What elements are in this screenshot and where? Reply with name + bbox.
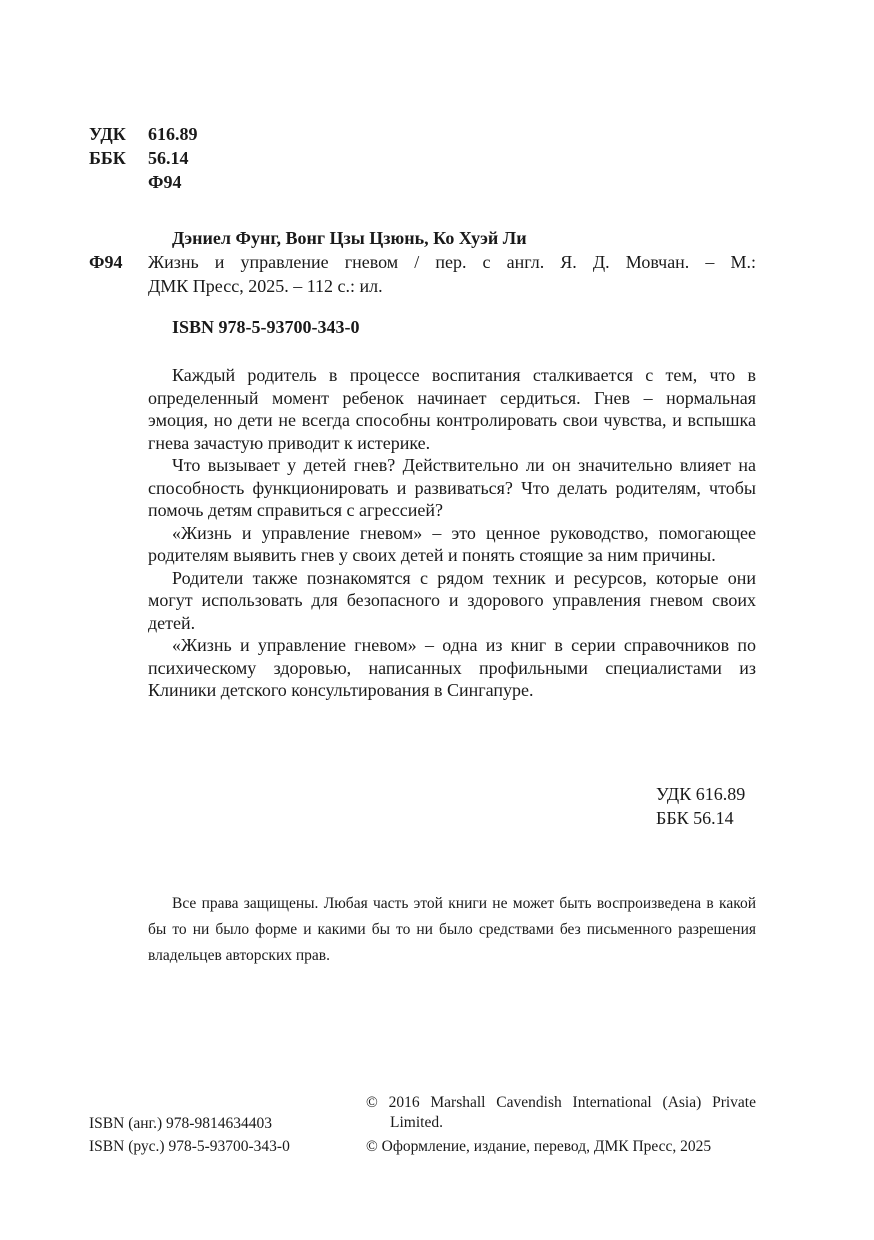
udk-value: 616.89 bbox=[148, 124, 198, 144]
isbn-english: ISBN (анг.) 978-9814634403 bbox=[89, 1115, 272, 1132]
copyright-1: © 2016 Marshall Cavendish International (Asia) Private Limited. bbox=[366, 1094, 756, 1131]
isbn-russian: ISBN (рус.) 978-5-93700-343-0 bbox=[89, 1138, 290, 1155]
annotation-paragraph: Каждый родитель в процессе воспитания сталкивается с тем, что в определенный момент ребенок начинает сердиться. Гнев – нормальная эмоция, но дети не всегда способны контролировать свои чувства, и вспышка гнева зачастую приводит к истерике. bbox=[148, 365, 756, 453]
bbk-right: ББК 56.14 bbox=[656, 808, 734, 828]
authors: Дэниел Фунг, Вонг Цзы Цзюнь, Ко Хуэй Ли bbox=[172, 228, 527, 248]
annotation-paragraph: Родители также познакомятся с рядом техник и ресурсов, которые они могут использовать для безопасного и здорового управления гневом своих детей. bbox=[148, 567, 756, 633]
copyright-publisher bbox=[366, 1093, 756, 1133]
annotation bbox=[148, 364, 756, 702]
annotation-paragraph: «Жизнь и управление гневом» – это ценное руководство, помогающее родителям выявить гнев у своих детей и понять стоящие за ним причины. bbox=[148, 522, 756, 565]
rights-text: Все права защищены. Любая часть этой книги не может быть воспроизведена в какой бы то ни было форме и какими бы то ни было средствами без письменного разрешения владельцев авторских прав. bbox=[148, 895, 756, 964]
bbk-label: ББК bbox=[89, 148, 126, 168]
rights-notice bbox=[148, 891, 756, 969]
annotation-paragraph: «Жизнь и управление гневом» – одна из книг в серии справочников по психическому здоровью, написанных профильными специалистами из Клиники детского консультирования в Сингапуре. bbox=[148, 635, 756, 700]
annotation-paragraph: Что вызывает у детей гнев? Действительно ли он значительно влияет на способность функционировать и развиваться? Что делать родителям, чтобы помочь детям справиться с агрессией? bbox=[148, 455, 756, 520]
udk-right: УДК 616.89 bbox=[656, 784, 746, 804]
isbn-main: ISBN 978-5-93700-343-0 bbox=[172, 317, 360, 337]
copyright-translation: © Оформление, издание, перевод, ДМК Пресс, 2025 bbox=[366, 1138, 712, 1155]
bibliography-line-1: Жизнь и управление гневом / пер. с англ. Я. Д. Мовчан. – М.: bbox=[148, 252, 756, 272]
bibliography-code: Ф94 bbox=[89, 252, 123, 272]
bibliography-line-2: ДМК Пресс, 2025. – 112 с.: ил. bbox=[148, 276, 383, 296]
udk-label: УДК bbox=[89, 124, 126, 144]
bbk-value: 56.14 bbox=[148, 148, 189, 168]
author-mark: Ф94 bbox=[148, 172, 182, 192]
